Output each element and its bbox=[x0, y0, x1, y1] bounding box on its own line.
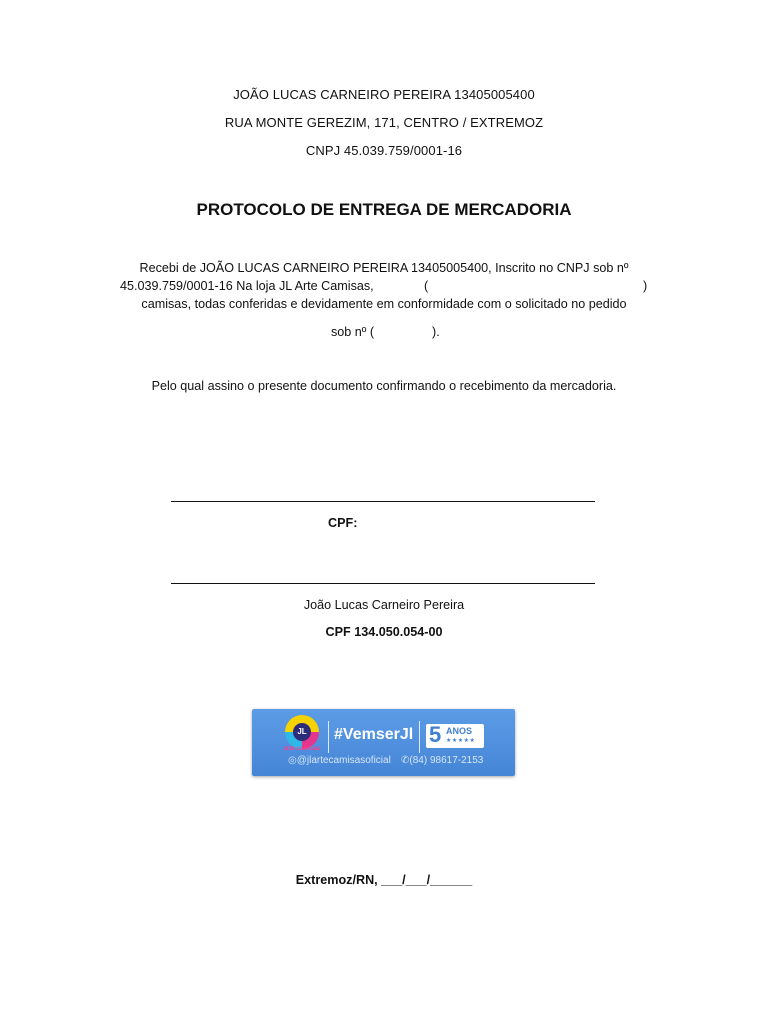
seller-name: João Lucas Carneiro Pereira bbox=[303, 598, 465, 612]
quantity-open-paren: ( bbox=[424, 279, 429, 293]
instagram-icon: ◎ bbox=[288, 755, 297, 766]
anniversary-years-label: ANOS bbox=[446, 726, 473, 736]
place-and-date: Extremoz/RN, ___/___/______ bbox=[295, 873, 473, 887]
instagram-handle: ◎@jlartecamisasoficial bbox=[288, 755, 391, 766]
whatsapp-icon: ✆ bbox=[401, 755, 410, 766]
banner-divider bbox=[328, 721, 329, 753]
phone-number: ✆(84) 98617-2153 bbox=[401, 755, 484, 766]
receipt-paragraph-line-2: 45.039.759/0001-16 Na loja JL Arte Camisas, bbox=[120, 279, 374, 293]
order-number-close: ). bbox=[432, 325, 440, 339]
anniversary-badge bbox=[426, 724, 484, 748]
brand-logo bbox=[285, 715, 319, 749]
anniversary-stars: ★★★★★ bbox=[446, 738, 476, 744]
brand-logo-letters: JL bbox=[293, 723, 311, 741]
brand-logo-caption: arte camisas bbox=[283, 746, 321, 752]
company-address-line: RUA MONTE GEREZIM, 171, CENTRO / EXTREMOZ bbox=[224, 115, 544, 130]
seller-cpf: CPF 134.050.054-00 bbox=[325, 625, 443, 639]
confirmation-text: Pelo qual assino o presente documento confirmando o recebimento da mercadoria. bbox=[151, 379, 617, 393]
customer-signature-line bbox=[171, 501, 595, 502]
order-number-label: sob nº ( bbox=[331, 325, 375, 339]
company-name-line: JOÃO LUCAS CARNEIRO PEREIRA 13405005400 bbox=[233, 87, 535, 102]
customer-cpf-label: CPF: bbox=[328, 516, 358, 530]
quantity-close-paren: ) bbox=[643, 279, 648, 293]
seller-signature-line bbox=[171, 583, 595, 584]
banner-divider bbox=[419, 721, 420, 753]
document-title: PROTOCOLO DE ENTREGA DE MERCADORIA bbox=[196, 200, 572, 219]
receipt-paragraph-line-1: Recebi de JOÃO LUCAS CARNEIRO PEREIRA 13405005400, Inscrito no CNPJ sob nº bbox=[139, 261, 629, 275]
banner-hashtag: #VemserJl bbox=[334, 726, 414, 743]
anniversary-years-number: 5 bbox=[429, 722, 442, 747]
brand-banner bbox=[252, 709, 515, 776]
receipt-paragraph-line-3: camisas, todas conferidas e devidamente em conformidade com o solicitado no pedido bbox=[141, 297, 627, 311]
company-cnpj-line: CNPJ 45.039.759/0001-16 bbox=[305, 143, 463, 158]
